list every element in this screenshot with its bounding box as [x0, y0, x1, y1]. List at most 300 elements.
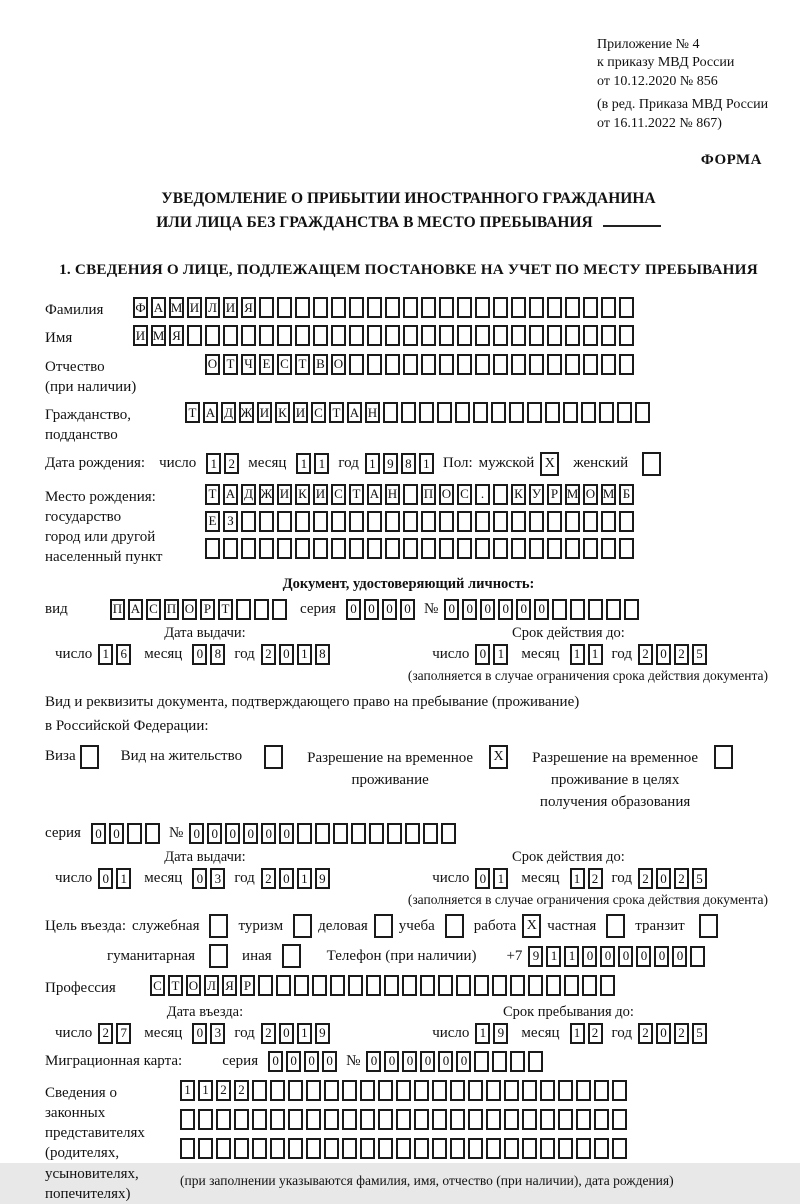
- char-cell[interactable]: [295, 325, 310, 346]
- char-cell[interactable]: [313, 297, 328, 318]
- char-cell[interactable]: 1: [475, 1023, 490, 1044]
- char-cell[interactable]: П: [110, 599, 125, 620]
- char-cell[interactable]: Т: [329, 402, 344, 423]
- char-cell[interactable]: К: [511, 484, 526, 505]
- visa-checkbox[interactable]: [80, 745, 99, 769]
- char-cell[interactable]: 1: [419, 453, 434, 474]
- char-cell[interactable]: 2: [261, 1023, 276, 1044]
- char-cell[interactable]: 0: [384, 1051, 399, 1072]
- char-cell[interactable]: [403, 538, 418, 559]
- char-cell[interactable]: К: [295, 484, 310, 505]
- char-cell[interactable]: [234, 1138, 249, 1159]
- char-cell[interactable]: [180, 1138, 195, 1159]
- char-cell[interactable]: О: [182, 599, 197, 620]
- char-cell[interactable]: 1: [564, 946, 579, 967]
- char-cell[interactable]: [438, 975, 453, 996]
- char-cell[interactable]: 0: [534, 599, 549, 620]
- char-cell[interactable]: [510, 975, 525, 996]
- char-cell[interactable]: [423, 823, 438, 844]
- char-cell[interactable]: 2: [224, 453, 239, 474]
- char-cell[interactable]: [619, 511, 634, 532]
- char-cell[interactable]: 1: [206, 453, 221, 474]
- char-cell[interactable]: [475, 354, 490, 375]
- char-cell[interactable]: 2: [216, 1080, 231, 1101]
- char-cell[interactable]: В: [313, 354, 328, 375]
- char-cell[interactable]: [594, 1109, 609, 1130]
- char-cell[interactable]: [187, 325, 202, 346]
- char-cell[interactable]: Р: [240, 975, 255, 996]
- char-cell[interactable]: [241, 511, 256, 532]
- char-cell[interactable]: 0: [279, 823, 294, 844]
- char-cell[interactable]: [216, 1138, 231, 1159]
- char-cell[interactable]: [396, 1109, 411, 1130]
- char-cell[interactable]: [403, 484, 418, 505]
- char-cell[interactable]: [312, 975, 327, 996]
- char-cell[interactable]: [324, 1109, 339, 1130]
- char-cell[interactable]: 1: [493, 644, 508, 665]
- char-cell[interactable]: [522, 1109, 537, 1130]
- char-cell[interactable]: 0: [189, 823, 204, 844]
- char-cell[interactable]: О: [186, 975, 201, 996]
- char-cell[interactable]: [342, 1138, 357, 1159]
- char-cell[interactable]: [241, 538, 256, 559]
- char-cell[interactable]: 0: [480, 599, 495, 620]
- char-cell[interactable]: 1: [588, 644, 603, 665]
- char-cell[interactable]: [259, 325, 274, 346]
- char-cell[interactable]: [474, 1051, 489, 1072]
- char-cell[interactable]: [450, 1138, 465, 1159]
- char-cell[interactable]: [450, 1080, 465, 1101]
- char-cell[interactable]: [313, 325, 328, 346]
- char-cell[interactable]: [474, 975, 489, 996]
- char-cell[interactable]: [366, 975, 381, 996]
- char-cell[interactable]: С: [311, 402, 326, 423]
- char-cell[interactable]: [367, 354, 382, 375]
- char-cell[interactable]: [601, 538, 616, 559]
- char-cell[interactable]: [205, 325, 220, 346]
- char-cell[interactable]: Т: [223, 354, 238, 375]
- char-cell[interactable]: Е: [205, 511, 220, 532]
- char-cell[interactable]: [306, 1080, 321, 1101]
- char-cell[interactable]: [511, 511, 526, 532]
- char-cell[interactable]: Р: [200, 599, 215, 620]
- char-cell[interactable]: [369, 823, 384, 844]
- char-cell[interactable]: [635, 402, 650, 423]
- char-cell[interactable]: 0: [656, 644, 671, 665]
- char-cell[interactable]: [583, 511, 598, 532]
- char-cell[interactable]: [565, 354, 580, 375]
- char-cell[interactable]: [540, 1138, 555, 1159]
- char-cell[interactable]: [252, 1109, 267, 1130]
- char-cell[interactable]: [565, 538, 580, 559]
- char-cell[interactable]: [599, 402, 614, 423]
- purpose-transit-checkbox[interactable]: [699, 914, 718, 938]
- char-cell[interactable]: 6: [116, 644, 131, 665]
- char-cell[interactable]: 1: [180, 1080, 195, 1101]
- char-cell[interactable]: [360, 1109, 375, 1130]
- char-cell[interactable]: [576, 1109, 591, 1130]
- temp-residence-checkbox[interactable]: X: [489, 745, 508, 769]
- char-cell[interactable]: 0: [636, 946, 651, 967]
- char-cell[interactable]: [401, 402, 416, 423]
- char-cell[interactable]: [583, 297, 598, 318]
- char-cell[interactable]: З: [223, 511, 238, 532]
- char-cell[interactable]: [529, 297, 544, 318]
- char-cell[interactable]: Л: [204, 975, 219, 996]
- char-cell[interactable]: 5: [692, 1023, 707, 1044]
- char-cell[interactable]: У: [529, 484, 544, 505]
- char-cell[interactable]: М: [151, 325, 166, 346]
- purpose-other-checkbox[interactable]: [282, 944, 301, 968]
- char-cell[interactable]: [439, 297, 454, 318]
- char-cell[interactable]: 2: [261, 868, 276, 889]
- char-cell[interactable]: [272, 599, 287, 620]
- char-cell[interactable]: 2: [674, 644, 689, 665]
- char-cell[interactable]: Ч: [241, 354, 256, 375]
- char-cell[interactable]: [385, 538, 400, 559]
- char-cell[interactable]: 1: [570, 868, 585, 889]
- char-cell[interactable]: С: [146, 599, 161, 620]
- char-cell[interactable]: [606, 599, 621, 620]
- char-cell[interactable]: .: [475, 484, 490, 505]
- char-cell[interactable]: [504, 1109, 519, 1130]
- char-cell[interactable]: 7: [116, 1023, 131, 1044]
- char-cell[interactable]: [333, 823, 348, 844]
- char-cell[interactable]: [313, 511, 328, 532]
- char-cell[interactable]: [511, 297, 526, 318]
- char-cell[interactable]: [342, 1080, 357, 1101]
- char-cell[interactable]: [493, 538, 508, 559]
- char-cell[interactable]: 0: [618, 946, 633, 967]
- char-cell[interactable]: [270, 1080, 285, 1101]
- char-cell[interactable]: А: [367, 484, 382, 505]
- char-cell[interactable]: [145, 823, 160, 844]
- char-cell[interactable]: [367, 297, 382, 318]
- char-cell[interactable]: [493, 354, 508, 375]
- temp-residence-edu-checkbox[interactable]: [714, 745, 733, 769]
- char-cell[interactable]: [270, 1138, 285, 1159]
- char-cell[interactable]: [439, 511, 454, 532]
- char-cell[interactable]: [306, 1109, 321, 1130]
- char-cell[interactable]: 1: [493, 868, 508, 889]
- char-cell[interactable]: [594, 1138, 609, 1159]
- char-cell[interactable]: 9: [315, 1023, 330, 1044]
- char-cell[interactable]: [414, 1109, 429, 1130]
- char-cell[interactable]: 1: [297, 868, 312, 889]
- char-cell[interactable]: 1: [297, 1023, 312, 1044]
- char-cell[interactable]: Ф: [133, 297, 148, 318]
- char-cell[interactable]: 2: [261, 644, 276, 665]
- char-cell[interactable]: [619, 325, 634, 346]
- char-cell[interactable]: [258, 975, 273, 996]
- char-cell[interactable]: 0: [654, 946, 669, 967]
- char-cell[interactable]: [234, 1109, 249, 1130]
- char-cell[interactable]: 0: [322, 1051, 337, 1072]
- char-cell[interactable]: [493, 325, 508, 346]
- char-cell[interactable]: И: [257, 402, 272, 423]
- char-cell[interactable]: [288, 1138, 303, 1159]
- char-cell[interactable]: А: [347, 402, 362, 423]
- char-cell[interactable]: 8: [315, 644, 330, 665]
- char-cell[interactable]: [475, 325, 490, 346]
- char-cell[interactable]: [475, 297, 490, 318]
- char-cell[interactable]: [288, 1080, 303, 1101]
- char-cell[interactable]: [254, 599, 269, 620]
- char-cell[interactable]: 0: [475, 644, 490, 665]
- char-cell[interactable]: Б: [619, 484, 634, 505]
- char-cell[interactable]: 2: [588, 1023, 603, 1044]
- char-cell[interactable]: 9: [493, 1023, 508, 1044]
- char-cell[interactable]: [437, 402, 452, 423]
- char-cell[interactable]: [624, 599, 639, 620]
- char-cell[interactable]: [455, 402, 470, 423]
- char-cell[interactable]: [475, 538, 490, 559]
- char-cell[interactable]: [387, 823, 402, 844]
- char-cell[interactable]: [223, 325, 238, 346]
- char-cell[interactable]: [277, 297, 292, 318]
- char-cell[interactable]: 2: [638, 1023, 653, 1044]
- char-cell[interactable]: 1: [546, 946, 561, 967]
- char-cell[interactable]: 2: [638, 644, 653, 665]
- char-cell[interactable]: Т: [295, 354, 310, 375]
- char-cell[interactable]: [468, 1109, 483, 1130]
- char-cell[interactable]: 0: [109, 823, 124, 844]
- char-cell[interactable]: [295, 511, 310, 532]
- char-cell[interactable]: [511, 538, 526, 559]
- char-cell[interactable]: 0: [261, 823, 276, 844]
- char-cell[interactable]: [349, 538, 364, 559]
- char-cell[interactable]: 0: [91, 823, 106, 844]
- char-cell[interactable]: [576, 1138, 591, 1159]
- purpose-study-checkbox[interactable]: [445, 914, 464, 938]
- char-cell[interactable]: 0: [656, 1023, 671, 1044]
- char-cell[interactable]: [540, 1109, 555, 1130]
- char-cell[interactable]: [588, 599, 603, 620]
- char-cell[interactable]: [384, 975, 399, 996]
- char-cell[interactable]: [565, 325, 580, 346]
- char-cell[interactable]: [576, 1080, 591, 1101]
- char-cell[interactable]: [564, 975, 579, 996]
- char-cell[interactable]: [493, 297, 508, 318]
- char-cell[interactable]: [558, 1109, 573, 1130]
- char-cell[interactable]: А: [151, 297, 166, 318]
- char-cell[interactable]: 0: [600, 946, 615, 967]
- char-cell[interactable]: Д: [221, 402, 236, 423]
- char-cell[interactable]: А: [223, 484, 238, 505]
- char-cell[interactable]: [421, 325, 436, 346]
- char-cell[interactable]: 0: [656, 868, 671, 889]
- char-cell[interactable]: [348, 975, 363, 996]
- char-cell[interactable]: [349, 511, 364, 532]
- char-cell[interactable]: Т: [185, 402, 200, 423]
- char-cell[interactable]: 0: [444, 599, 459, 620]
- char-cell[interactable]: 1: [116, 868, 131, 889]
- char-cell[interactable]: 3: [210, 1023, 225, 1044]
- char-cell[interactable]: 2: [674, 1023, 689, 1044]
- char-cell[interactable]: 1: [314, 453, 329, 474]
- char-cell[interactable]: 0: [279, 868, 294, 889]
- char-cell[interactable]: [457, 325, 472, 346]
- char-cell[interactable]: [360, 1080, 375, 1101]
- char-cell[interactable]: [473, 402, 488, 423]
- char-cell[interactable]: [402, 975, 417, 996]
- char-cell[interactable]: 0: [304, 1051, 319, 1072]
- char-cell[interactable]: [619, 297, 634, 318]
- char-cell[interactable]: 0: [279, 644, 294, 665]
- char-cell[interactable]: А: [203, 402, 218, 423]
- char-cell[interactable]: 8: [210, 644, 225, 665]
- char-cell[interactable]: Я: [241, 297, 256, 318]
- char-cell[interactable]: [403, 354, 418, 375]
- char-cell[interactable]: 9: [528, 946, 543, 967]
- char-cell[interactable]: 0: [475, 868, 490, 889]
- char-cell[interactable]: [403, 297, 418, 318]
- char-cell[interactable]: К: [275, 402, 290, 423]
- char-cell[interactable]: 0: [225, 823, 240, 844]
- char-cell[interactable]: [385, 297, 400, 318]
- char-cell[interactable]: [241, 325, 256, 346]
- char-cell[interactable]: 0: [400, 599, 415, 620]
- char-cell[interactable]: [432, 1138, 447, 1159]
- char-cell[interactable]: 0: [420, 1051, 435, 1072]
- char-cell[interactable]: [342, 1109, 357, 1130]
- char-cell[interactable]: [486, 1109, 501, 1130]
- char-cell[interactable]: [324, 1138, 339, 1159]
- purpose-humanitarian-checkbox[interactable]: [209, 944, 228, 968]
- char-cell[interactable]: [583, 538, 598, 559]
- char-cell[interactable]: [421, 354, 436, 375]
- char-cell[interactable]: [522, 1138, 537, 1159]
- char-cell[interactable]: [277, 511, 292, 532]
- char-cell[interactable]: 0: [192, 868, 207, 889]
- char-cell[interactable]: [529, 354, 544, 375]
- char-cell[interactable]: [432, 1109, 447, 1130]
- char-cell[interactable]: [270, 1109, 285, 1130]
- char-cell[interactable]: 9: [383, 453, 398, 474]
- char-cell[interactable]: П: [164, 599, 179, 620]
- char-cell[interactable]: [547, 325, 562, 346]
- char-cell[interactable]: [351, 823, 366, 844]
- char-cell[interactable]: М: [601, 484, 616, 505]
- char-cell[interactable]: [594, 1080, 609, 1101]
- char-cell[interactable]: 1: [570, 1023, 585, 1044]
- char-cell[interactable]: [349, 354, 364, 375]
- char-cell[interactable]: [563, 402, 578, 423]
- char-cell[interactable]: Т: [349, 484, 364, 505]
- char-cell[interactable]: 0: [243, 823, 258, 844]
- char-cell[interactable]: [315, 823, 330, 844]
- char-cell[interactable]: И: [187, 297, 202, 318]
- char-cell[interactable]: [331, 325, 346, 346]
- char-cell[interactable]: [619, 538, 634, 559]
- char-cell[interactable]: 3: [210, 868, 225, 889]
- char-cell[interactable]: [493, 511, 508, 532]
- char-cell[interactable]: [612, 1138, 627, 1159]
- char-cell[interactable]: 1: [198, 1080, 213, 1101]
- char-cell[interactable]: [297, 823, 312, 844]
- char-cell[interactable]: [552, 599, 567, 620]
- sex-male-checkbox[interactable]: X: [540, 452, 559, 476]
- char-cell[interactable]: [612, 1080, 627, 1101]
- char-cell[interactable]: 1: [296, 453, 311, 474]
- char-cell[interactable]: [306, 1138, 321, 1159]
- purpose-business-checkbox[interactable]: [374, 914, 393, 938]
- char-cell[interactable]: [509, 402, 524, 423]
- char-cell[interactable]: [432, 1080, 447, 1101]
- char-cell[interactable]: 8: [401, 453, 416, 474]
- char-cell[interactable]: [216, 1109, 231, 1130]
- char-cell[interactable]: О: [331, 354, 346, 375]
- char-cell[interactable]: [294, 975, 309, 996]
- char-cell[interactable]: [540, 1080, 555, 1101]
- sex-female-checkbox[interactable]: [642, 452, 661, 476]
- char-cell[interactable]: [439, 354, 454, 375]
- char-cell[interactable]: [547, 511, 562, 532]
- char-cell[interactable]: [601, 297, 616, 318]
- char-cell[interactable]: [313, 538, 328, 559]
- char-cell[interactable]: [414, 1080, 429, 1101]
- char-cell[interactable]: [492, 1051, 507, 1072]
- char-cell[interactable]: [252, 1080, 267, 1101]
- char-cell[interactable]: 0: [582, 946, 597, 967]
- char-cell[interactable]: [360, 1138, 375, 1159]
- char-cell[interactable]: [276, 975, 291, 996]
- char-cell[interactable]: [450, 1109, 465, 1130]
- char-cell[interactable]: [236, 599, 251, 620]
- char-cell[interactable]: [295, 538, 310, 559]
- char-cell[interactable]: О: [439, 484, 454, 505]
- char-cell[interactable]: И: [277, 484, 292, 505]
- char-cell[interactable]: Р: [547, 484, 562, 505]
- char-cell[interactable]: [457, 511, 472, 532]
- char-cell[interactable]: О: [583, 484, 598, 505]
- char-cell[interactable]: [601, 325, 616, 346]
- char-cell[interactable]: [259, 511, 274, 532]
- char-cell[interactable]: [511, 354, 526, 375]
- char-cell[interactable]: Т: [218, 599, 233, 620]
- char-cell[interactable]: [288, 1109, 303, 1130]
- char-cell[interactable]: [529, 511, 544, 532]
- char-cell[interactable]: [468, 1080, 483, 1101]
- char-cell[interactable]: [582, 975, 597, 996]
- char-cell[interactable]: 0: [672, 946, 687, 967]
- char-cell[interactable]: 0: [366, 1051, 381, 1072]
- char-cell[interactable]: 0: [402, 1051, 417, 1072]
- char-cell[interactable]: [529, 538, 544, 559]
- char-cell[interactable]: О: [205, 354, 220, 375]
- char-cell[interactable]: Н: [365, 402, 380, 423]
- char-cell[interactable]: 1: [365, 453, 380, 474]
- char-cell[interactable]: [259, 538, 274, 559]
- char-cell[interactable]: [259, 297, 274, 318]
- char-cell[interactable]: [414, 1138, 429, 1159]
- char-cell[interactable]: [504, 1138, 519, 1159]
- char-cell[interactable]: Д: [241, 484, 256, 505]
- char-cell[interactable]: [475, 511, 490, 532]
- char-cell[interactable]: [612, 1109, 627, 1130]
- char-cell[interactable]: И: [313, 484, 328, 505]
- char-cell[interactable]: [378, 1109, 393, 1130]
- char-cell[interactable]: 5: [692, 868, 707, 889]
- char-cell[interactable]: С: [150, 975, 165, 996]
- char-cell[interactable]: [690, 946, 705, 967]
- char-cell[interactable]: [252, 1138, 267, 1159]
- char-cell[interactable]: [600, 975, 615, 996]
- char-cell[interactable]: [492, 975, 507, 996]
- char-cell[interactable]: Ж: [239, 402, 254, 423]
- char-cell[interactable]: 0: [98, 868, 113, 889]
- char-cell[interactable]: [127, 823, 142, 844]
